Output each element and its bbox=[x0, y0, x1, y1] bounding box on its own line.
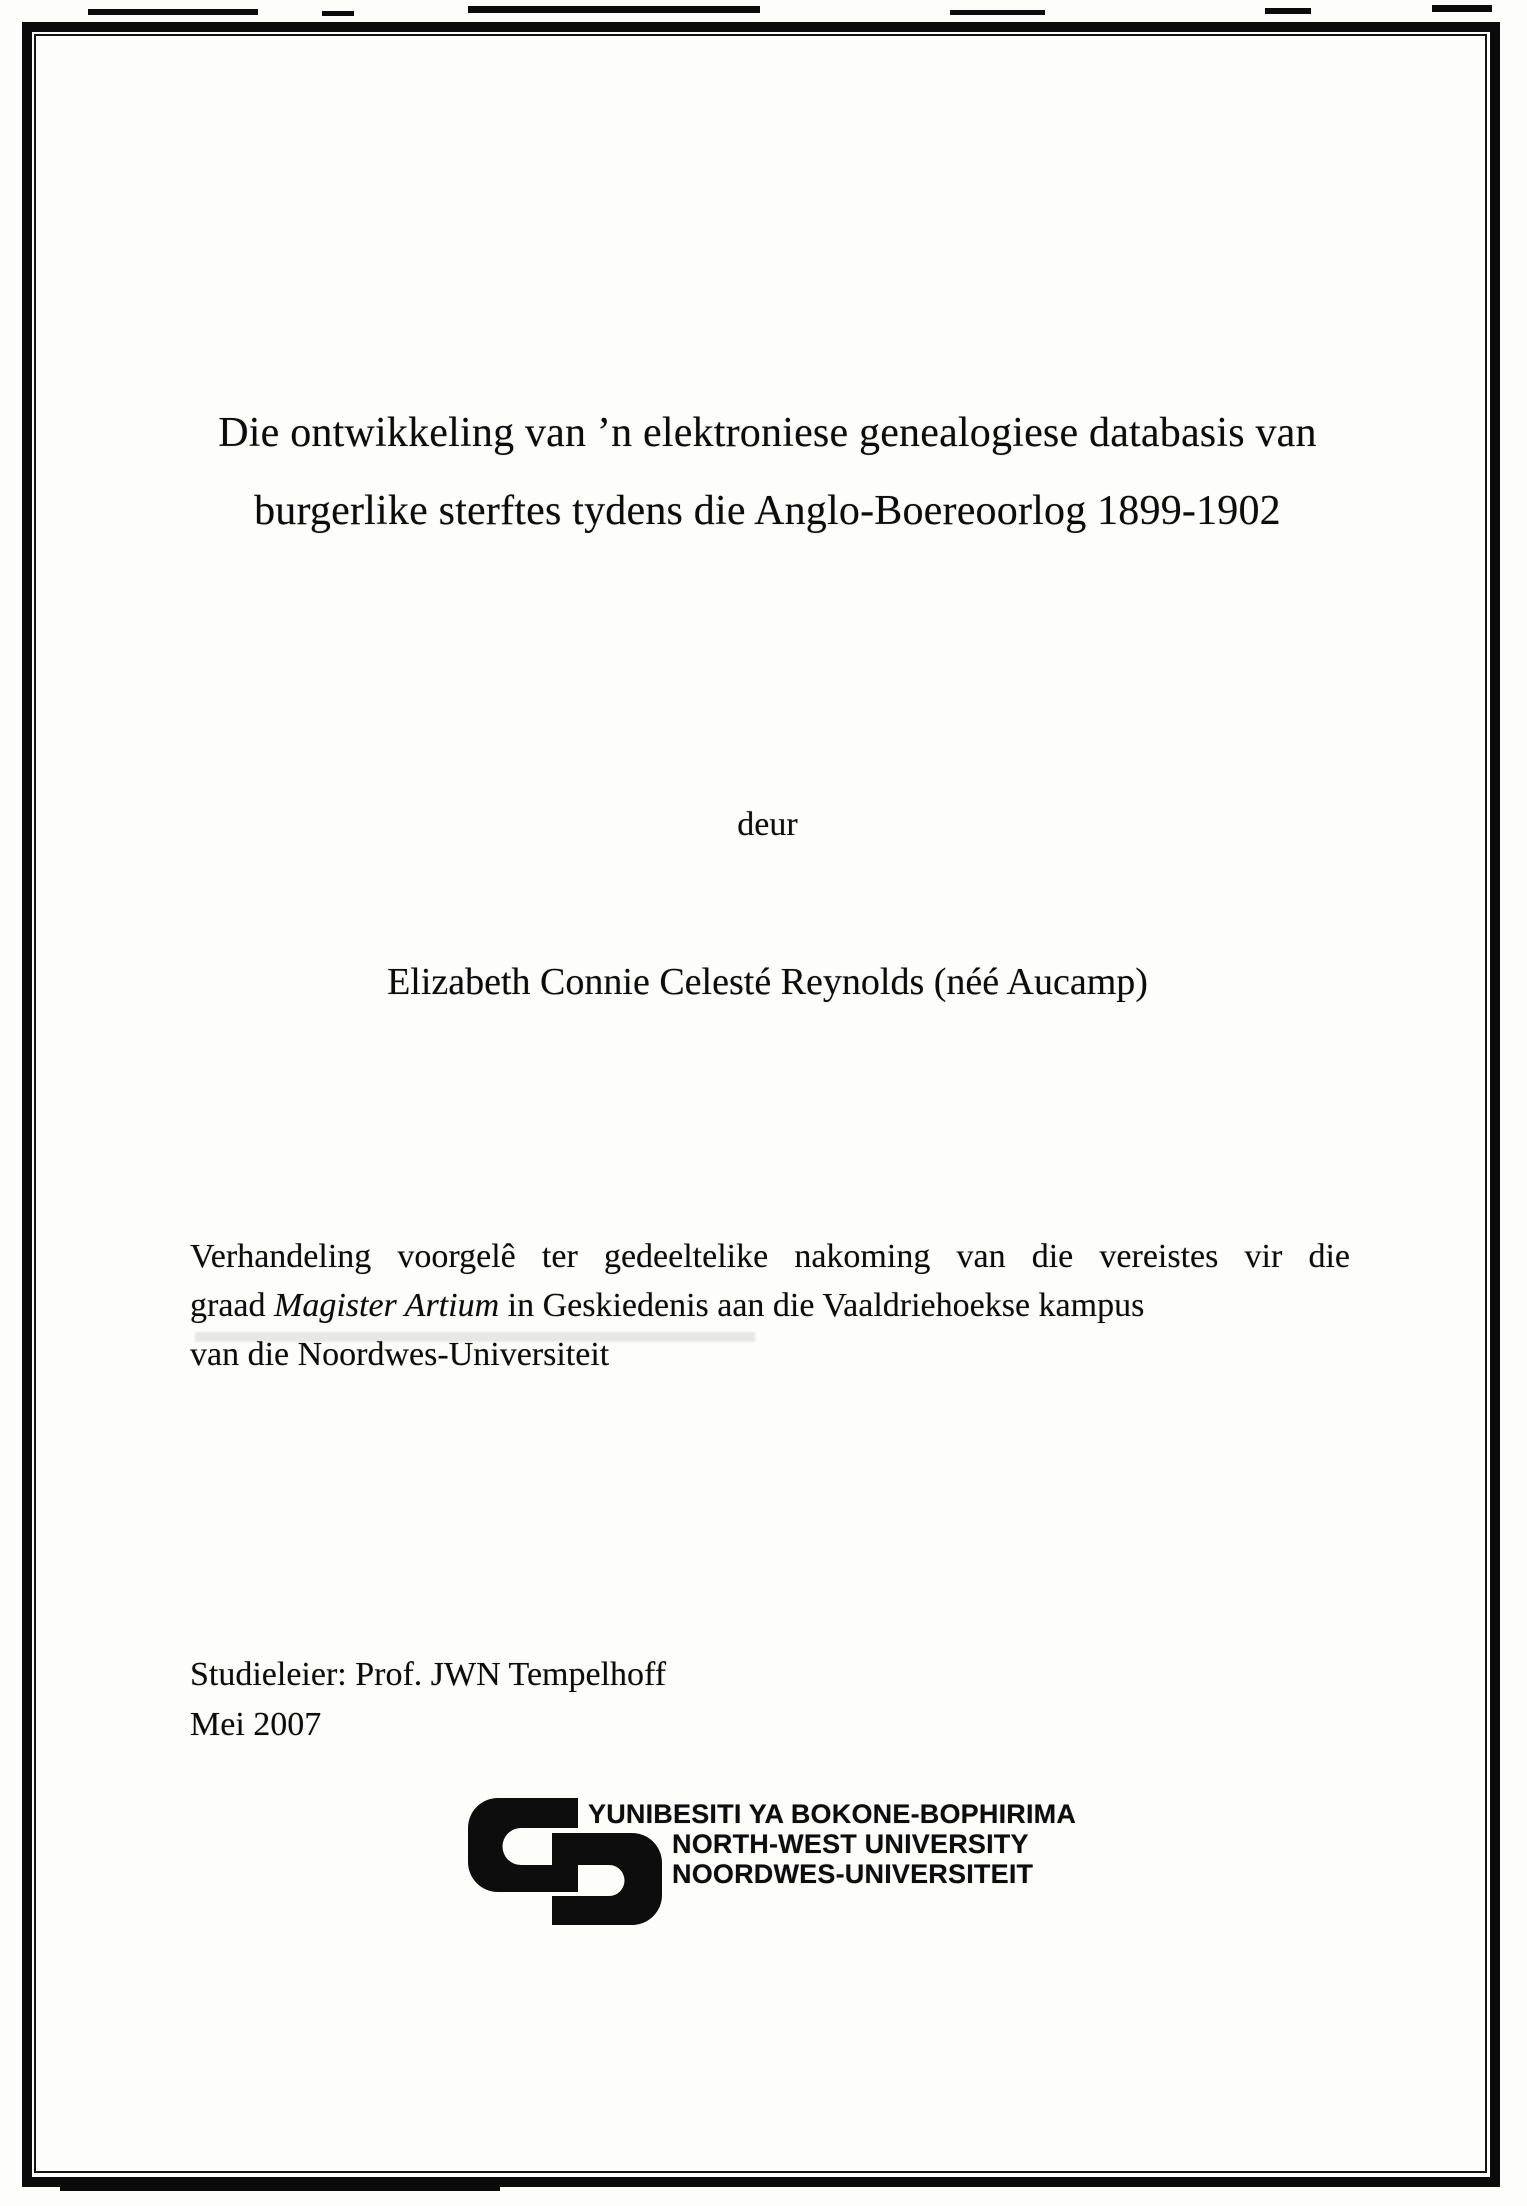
author-name: Elizabeth Connie Celesté Reynolds (néé Aucamp) bbox=[387, 961, 1148, 1003]
thesis-title bbox=[185, 394, 1350, 550]
thesis-title-line1: Die ontwikkeling van ’n elektroniese genealogiese databasis van bbox=[218, 410, 1317, 456]
scan-artifact bbox=[1265, 8, 1311, 14]
statement-line1: Verhandeling voorgelê ter gedeeltelike nakoming van die vereistes vir die bbox=[190, 1238, 1350, 1275]
statement-line2 bbox=[190, 1281, 1350, 1330]
statement-line3: van die Noordwes-Universiteit bbox=[190, 1336, 610, 1373]
university-name-setswana: YUNIBESITI YA BOKONE-BOPHIRIMA bbox=[588, 1799, 1077, 1829]
supervisor-block bbox=[190, 1650, 1090, 1750]
degree-name: Magister Artium bbox=[274, 1287, 500, 1324]
scan-artifact bbox=[1432, 5, 1492, 12]
scan-artifact bbox=[88, 9, 258, 15]
university-wordmark bbox=[588, 1799, 1148, 1889]
statement-line2-suffix: in Geskiedenis aan die Vaaldriehoekse kampus bbox=[499, 1287, 1145, 1324]
date-line: Mei 2007 bbox=[190, 1706, 322, 1743]
statement-line2-prefix: graad bbox=[190, 1287, 275, 1324]
university-name-english: NORTH-WEST UNIVERSITY bbox=[672, 1829, 1029, 1859]
scan-smudge bbox=[195, 1332, 755, 1342]
scan-artifact bbox=[322, 11, 354, 16]
university-name-afrikaans: NOORDWES-UNIVERSITEIT bbox=[672, 1859, 1034, 1889]
byline-label: deur bbox=[737, 806, 798, 843]
thesis-title-line2: burgerlike sterftes tydens die Anglo-Boereoorlog 1899-1902 bbox=[254, 488, 1281, 534]
supervisor-line: Studieleier: Prof. JWN Tempelhoff bbox=[190, 1656, 667, 1693]
scan-artifact bbox=[468, 6, 760, 13]
submission-statement bbox=[190, 1232, 1350, 1379]
scan-artifact bbox=[950, 10, 1045, 15]
